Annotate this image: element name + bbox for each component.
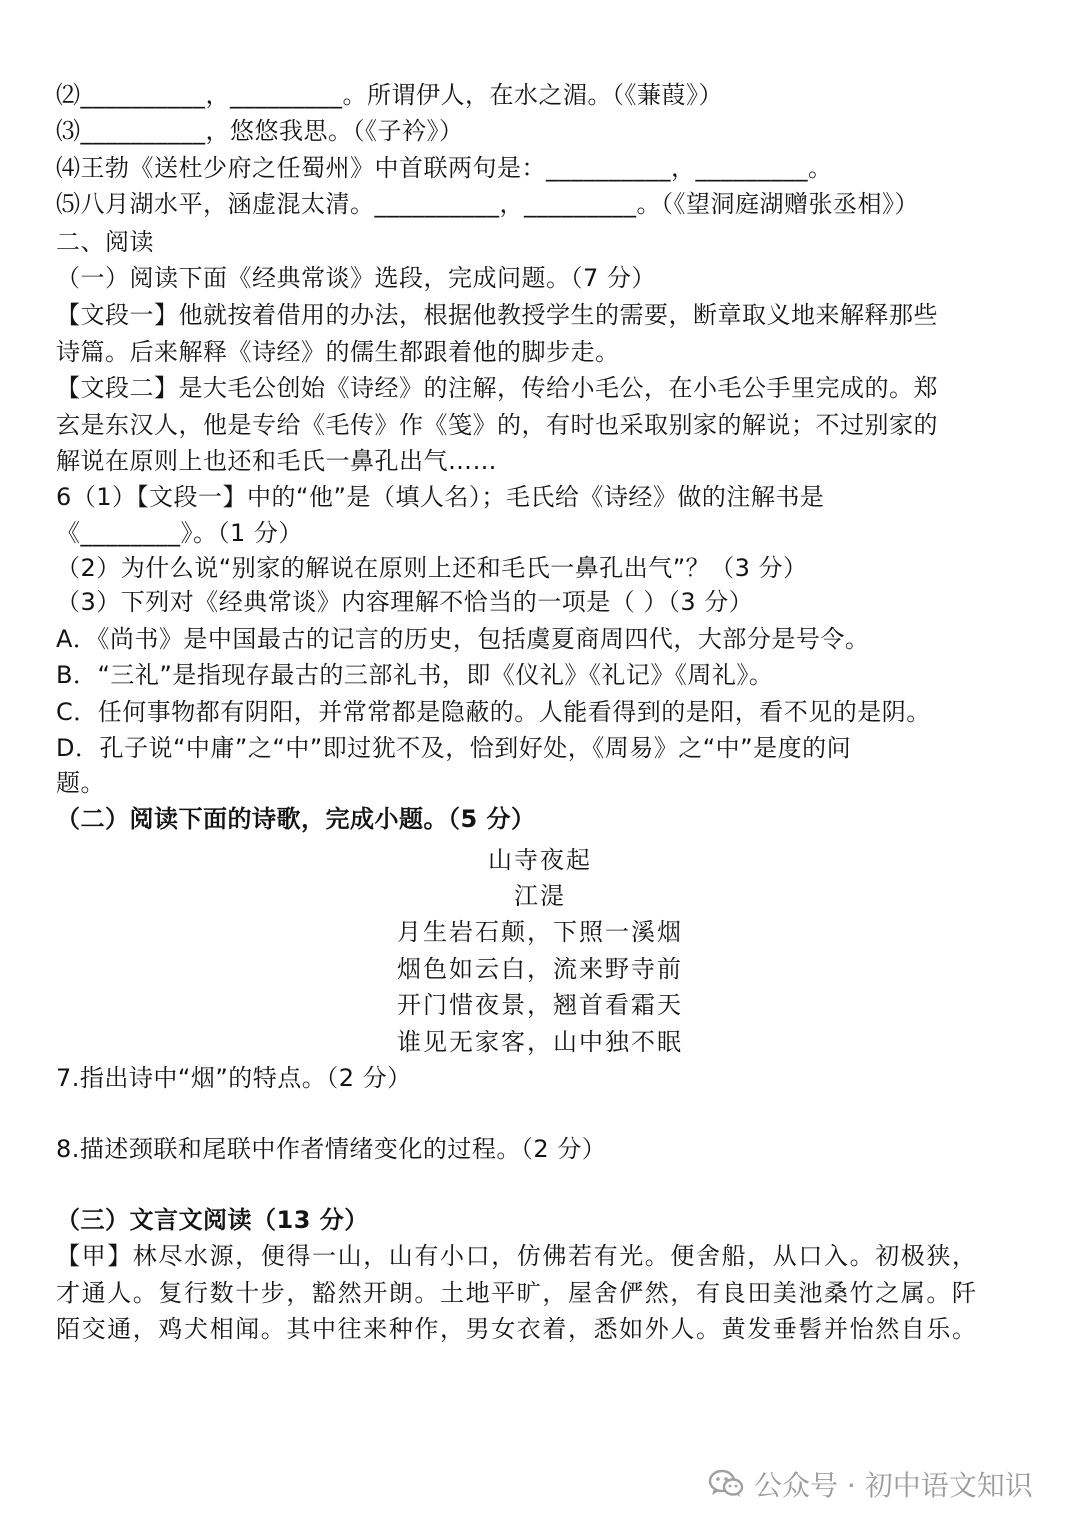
- classical-passage-line3: 陌交通，鸡犬相闻。其中往来种作，男女衣着，悉如外人。黄发垂髫并怡然自乐。: [56, 1315, 978, 1343]
- section-heading-reading: 二、阅读: [56, 228, 154, 256]
- part3-title: （三）文言文阅读（13 分）: [56, 1206, 369, 1234]
- poem-title: 山寺夜起: [488, 846, 592, 874]
- question-6-1-line2: 《________》。（1 分）: [56, 519, 303, 547]
- classical-passage-line2: 才通人。复行数十步，豁然开朗。土地平旷，屋舍俨然，有良田美池桑竹之属。阡: [56, 1279, 978, 1307]
- poem-line: 谁见无家客，山中独不眠: [397, 1028, 683, 1056]
- classical-passage-line1: 【甲】林尽水源，便得一山，山有小口，仿佛若有光。便舍船，从口入。初极狭，: [56, 1242, 978, 1270]
- passage2-line1: 【文段二】是大毛公创始《诗经》的注解，传给小毛公，在小毛公手里完成的。郑: [56, 374, 938, 402]
- passage1-line1: 【文段一】他就按着借用的办法，根据他教授学生的需要，断章取义地来解释那些: [56, 301, 938, 329]
- poem-line: 月生岩石颠，下照一溪烟: [397, 918, 683, 946]
- question-6-2: （2）为什么说“别家的解说在原则上还和毛氏一鼻孔出气”？（3 分）: [56, 554, 808, 582]
- option-a: A．《尚书》是中国最古的记言的历史，包括虞夏商周四代，大部分是号令。: [56, 625, 870, 653]
- poem-line: 烟色如云白，流来野寺前: [397, 955, 683, 983]
- watermark: [708, 1464, 1033, 1504]
- passage2-line2: 玄是东汉人，他是专给《毛传》作《笺》的，有时也采取别家的解说；不过别家的: [56, 411, 938, 439]
- question-6-3: （3）下列对《经典常谈》内容理解不恰当的一项是（ ）（3 分）: [56, 588, 754, 616]
- watermark-text: 公众号 · 初中语文知识: [754, 1469, 1033, 1502]
- fill-in-question-2: ⑵__________，_________。所谓伊人，在水之湄。（《蒹葭》）: [56, 81, 723, 109]
- part2-title: （二）阅读下面的诗歌，完成小题。（5 分）: [56, 805, 536, 833]
- part1-title: （一）阅读下面《经典常谈》选段，完成问题。（7 分）: [56, 264, 656, 292]
- question-7: 7.指出诗中“烟”的特点。（2 分）: [56, 1064, 412, 1092]
- fill-in-question-4: ⑷王勃《送杜少府之任蜀州》中首联两句是：__________，_________。: [56, 154, 833, 182]
- option-c: C．任何事物都有阴阳，并常常都是隐蔽的。人能看得到的是阳，看不见的是阴。: [56, 698, 931, 726]
- fill-in-question-3: ⑶__________，悠悠我思。（《子衿》）: [56, 117, 464, 145]
- option-d-line2: 题。: [56, 769, 105, 797]
- fill-in-question-5: ⑸八月湖水平，涵虚混太清。__________，_________。（《望洞庭湖赠张丞相》）: [56, 190, 919, 218]
- poem-author: 江湜: [514, 882, 566, 910]
- question-8: 8.描述颈联和尾联中作者情绪变化的过程。（2 分）: [56, 1135, 607, 1163]
- poem-line: 开门惜夜景，翘首看霜天: [397, 991, 683, 1019]
- wechat-icon: [708, 1469, 744, 1499]
- passage2-line3: 解说在原则上也还和毛氏一鼻孔出气……: [56, 447, 497, 475]
- question-6-1-line1: 6（1）【文段一】中的“他”是（填人名）；毛氏给《诗经》做的注解书是: [56, 483, 825, 511]
- option-d-line1: D．孔子说“中庸”之“中”即过犹不及，恰到好处，《周易》之“中”是度的问: [56, 734, 852, 762]
- passage1-line2: 诗篇。后来解释《诗经》的儒生都跟着他的脚步走。: [56, 338, 620, 366]
- option-b: B．“三礼”是指现存最古的三部礼书，即《仪礼》《礼记》《周礼》。: [56, 661, 774, 689]
